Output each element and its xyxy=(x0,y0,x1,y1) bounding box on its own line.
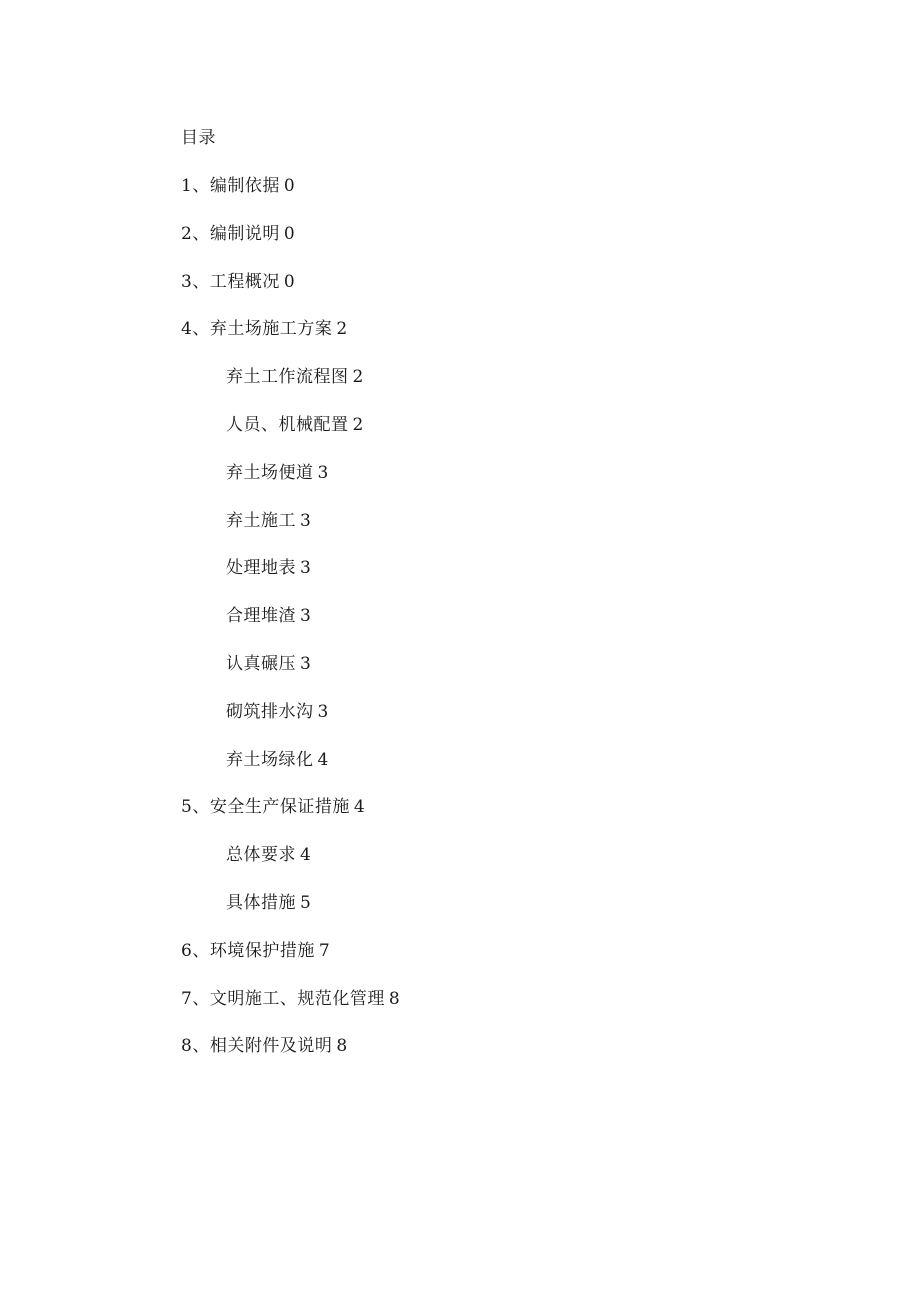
toc-entry-page-number: 0 xyxy=(283,271,296,292)
toc-entry[interactable] xyxy=(181,459,781,507)
toc-entry[interactable] xyxy=(181,698,781,746)
toc-entry-page-number: 7 xyxy=(318,940,331,961)
toc-entry-text: 2、编制说明 xyxy=(181,223,280,244)
toc-entry-text: 弃土工作流程图 xyxy=(226,367,349,388)
toc-entry-text: 处理地表 xyxy=(226,558,296,579)
toc-entry-page-number: 3 xyxy=(300,606,312,627)
toc-entry[interactable] xyxy=(181,268,781,316)
toc-entry-text: 3、工程概况 xyxy=(181,271,280,292)
toc-entry-page-number: 5 xyxy=(300,892,312,913)
toc-entry[interactable] xyxy=(181,363,781,411)
toc-entry-page-number: 2 xyxy=(352,367,364,388)
toc-entry-text: 具体措施 xyxy=(226,892,296,913)
toc-entry-page-number: 3 xyxy=(317,701,329,722)
toc-entry-page-number: 0 xyxy=(283,176,296,196)
toc-entry-text: 5、安全生产保证措施 xyxy=(181,797,350,818)
toc-entry[interactable] xyxy=(181,220,781,268)
toc-entry-page-number: 8 xyxy=(388,988,401,1009)
toc-entry-page-number: 2 xyxy=(352,414,364,435)
toc-entry-page-number: 3 xyxy=(300,510,312,531)
toc-entry-text: 1、编制依据 xyxy=(181,176,280,196)
toc-entry-text: 8、相关附件及说明 xyxy=(181,1036,333,1057)
toc-entry-text: 弃土场绿化 xyxy=(226,749,314,770)
toc-entry-page-number: 3 xyxy=(300,558,312,579)
toc-entry[interactable] xyxy=(181,602,781,650)
toc-list xyxy=(181,172,781,1080)
toc-entry[interactable] xyxy=(181,746,781,794)
toc-entry-page-number: 3 xyxy=(317,462,329,483)
toc-entry-text: 6、环境保护措施 xyxy=(181,940,315,961)
table-of-contents xyxy=(181,124,781,1080)
toc-entry[interactable] xyxy=(181,172,781,220)
toc-entry[interactable] xyxy=(181,937,781,985)
toc-entry-text: 总体要求 xyxy=(226,845,296,866)
toc-entry-page-number: 2 xyxy=(336,319,348,340)
toc-entry-page-number: 4 xyxy=(300,845,312,866)
toc-title: 目录 xyxy=(181,128,216,148)
toc-entry-text: 砌筑排水沟 xyxy=(226,701,314,722)
toc-entry-page-number: 4 xyxy=(317,749,329,770)
toc-entry-text: 弃土场便道 xyxy=(226,462,314,483)
toc-entry-text: 合理堆渣 xyxy=(226,606,296,627)
toc-entry[interactable] xyxy=(181,793,781,841)
toc-entry[interactable] xyxy=(181,841,781,889)
toc-entry[interactable] xyxy=(181,411,781,459)
toc-entry-text: 认真碾压 xyxy=(226,653,296,674)
toc-entry[interactable] xyxy=(181,507,781,555)
toc-entry[interactable] xyxy=(181,985,781,1033)
toc-entry[interactable] xyxy=(181,650,781,698)
toc-entry-page-number: 3 xyxy=(300,653,312,674)
toc-entry-page-number: 8 xyxy=(336,1036,348,1057)
toc-entry[interactable] xyxy=(181,315,781,363)
toc-entry[interactable] xyxy=(181,1032,781,1080)
toc-entry-text: 人员、机械配置 xyxy=(226,414,349,435)
toc-entry[interactable] xyxy=(181,889,781,937)
toc-entry-text: 弃土施工 xyxy=(226,510,296,531)
toc-entry-page-number: 0 xyxy=(283,223,296,244)
toc-entry[interactable] xyxy=(181,554,781,602)
toc-entry-text: 7、文明施工、规范化管理 xyxy=(181,988,385,1009)
toc-entry-page-number: 4 xyxy=(353,797,366,818)
toc-entry-text: 4、弃土场施工方案 xyxy=(181,319,333,340)
